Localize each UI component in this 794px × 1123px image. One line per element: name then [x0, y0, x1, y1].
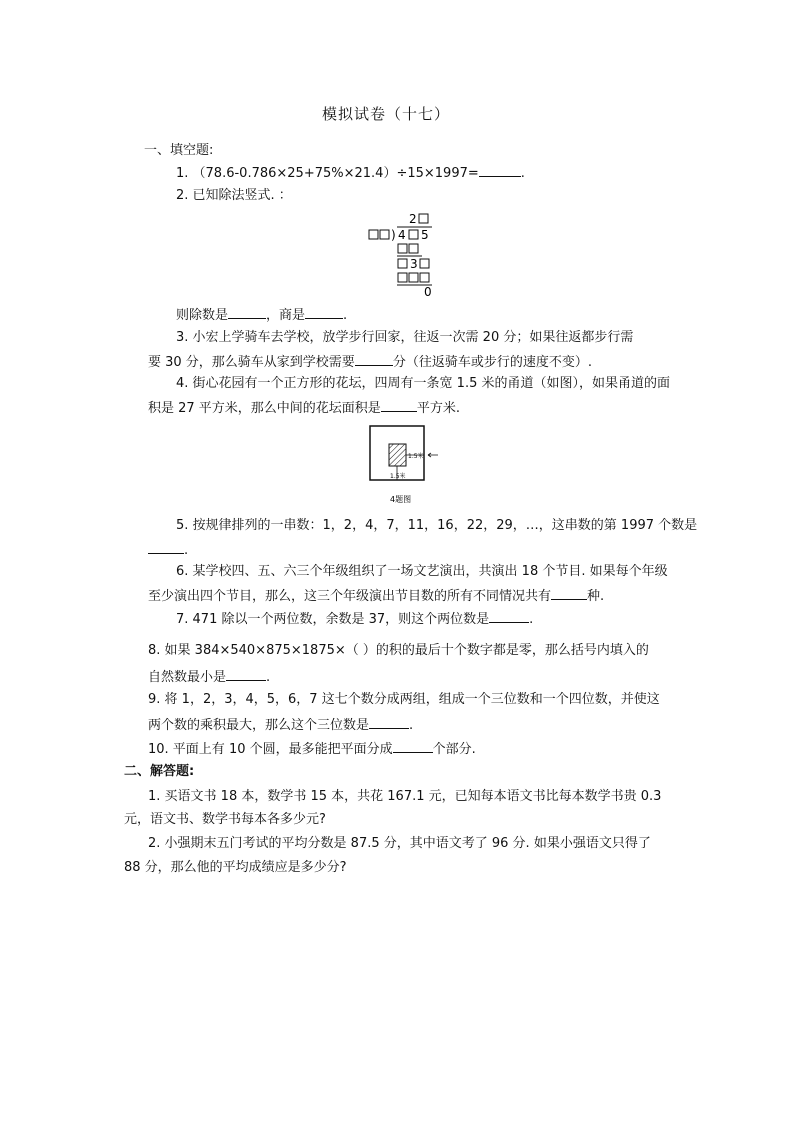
question-8-line1: 8. 如果 384×540×875×1875×（ ）的积的最后十个数字都是零，那么括号内填入的	[148, 643, 649, 658]
answer-blank	[551, 587, 587, 600]
box	[420, 273, 429, 282]
dividend-digit: 4	[398, 228, 406, 242]
dividend-digit: 5	[421, 228, 429, 242]
question-8-end: .	[266, 670, 271, 685]
question-10	[148, 740, 476, 758]
remainder: 0	[424, 285, 432, 297]
question-2-answer-b: ，商是	[266, 308, 306, 323]
question-2: 2. 已知除法竖式. ：	[176, 188, 292, 203]
question-1-end: .	[520, 166, 525, 181]
question-2-answer-a: 则除数是	[176, 308, 229, 323]
question-3-line2b: 分（往返骑车或步行的速度不变）.	[392, 355, 592, 370]
answer-blank	[393, 740, 433, 753]
question-5-end: .	[184, 543, 189, 558]
label-right: 1.5米	[408, 453, 424, 460]
question-6-line2b: 种.	[587, 589, 605, 604]
answer-blank	[369, 716, 409, 729]
answer-blank	[305, 306, 343, 319]
question-1	[176, 164, 525, 182]
question-2-answer	[176, 306, 347, 324]
question-9-line1: 9. 将 1，2，3，4，5，6，7 这七个数分成两组，组成一个三位数和一个四位数，并使这	[148, 692, 660, 707]
question-7-end: .	[529, 612, 534, 627]
row3-digit: 3	[410, 257, 418, 271]
question-10-end: 个部分.	[432, 742, 476, 757]
question-8-line2a: 自然数最小是	[148, 670, 227, 685]
question-4-line2b: 平方米.	[416, 401, 460, 416]
page-title: 模拟试卷（十七）	[322, 105, 451, 123]
box	[369, 230, 378, 239]
question-6-line1: 6. 某学校四、五、六三个年级组织了一场文艺演出，共演出 18 个节目. 如果每个年级	[176, 564, 668, 579]
flowerbed	[389, 444, 406, 466]
quotient-digit: 2	[409, 212, 417, 226]
garden-figure	[368, 424, 448, 506]
question-9-end: .	[409, 718, 414, 733]
question-5-line2	[148, 541, 188, 559]
question-9-line2a: 两个数的乘积最大，那么这个三位数是	[148, 718, 370, 733]
answer-blank	[489, 610, 529, 623]
box	[398, 259, 407, 268]
box	[409, 230, 418, 239]
question-3-line2	[148, 353, 592, 371]
arrow-icon	[428, 453, 438, 457]
problem-1-line2: 元，语文书、数学书每本各多少元?	[124, 812, 326, 827]
section1-heading: 一、填空题:	[144, 143, 214, 158]
answer-blank	[355, 353, 393, 366]
question-1-text: 1. （78.6-0.786×25+75%×21.4）÷15×1997=	[176, 166, 479, 181]
question-3-line2a: 要 30 分，那么骑车从家到学校需要	[148, 355, 355, 370]
answer-blank	[228, 306, 266, 319]
label-bottom: 1.5米	[390, 473, 406, 480]
box	[380, 230, 389, 239]
problem-2-line1: 2. 小强期末五门考试的平均分数是 87.5 分，其中语文考了 96 分. 如果小强语文只得了	[148, 836, 651, 851]
question-10-text: 10. 平面上有 10 个圆，最多能把平面分成	[148, 742, 393, 757]
question-4-line2	[148, 399, 460, 417]
question-4-line1: 4. 街心花园有一个正方形的花坛，四周有一条宽 1.5 米的甬道（如图），如果甬道的面	[176, 376, 670, 391]
question-2-answer-end: .	[343, 308, 348, 323]
box	[420, 259, 429, 268]
question-5-line1: 5. 按规律排列的一串数：1，2，4，7，11，16，22，29，…，这串数的第 1997 个数是	[176, 518, 698, 533]
box	[409, 273, 418, 282]
question-4-line2a: 积是 27 平方米，那么中间的花坛面积是	[148, 401, 381, 416]
box	[398, 244, 407, 253]
answer-blank	[148, 541, 184, 554]
question-7	[176, 610, 533, 628]
box	[398, 273, 407, 282]
question-6-line2	[148, 587, 604, 605]
answer-blank	[479, 164, 521, 177]
box	[409, 244, 418, 253]
long-division-figure	[364, 211, 444, 297]
division-bracket: )	[391, 228, 396, 242]
problem-2-line2: 88 分，那么他的平均成绩应是多少分?	[124, 860, 347, 875]
question-8-line2	[148, 668, 270, 686]
box	[419, 214, 428, 223]
problem-1-line1: 1. 买语文书 18 本，数学书 15 本，共花 167.1 元，已知每本语文书比每本数学书贵 0.3	[148, 789, 662, 804]
question-6-line2a: 至少演出四个节目，那么，这三个年级演出节目数的所有不同情况共有	[148, 589, 552, 604]
figure-caption: 4题图	[390, 495, 412, 504]
section2-heading: 二、解答题:	[124, 764, 195, 779]
question-7-text: 7. 471 除以一个两位数，余数是 37，则这个两位数是	[176, 612, 490, 627]
question-9-line2	[148, 716, 413, 734]
answer-blank	[381, 399, 417, 412]
question-3-line1: 3. 小宏上学骑车去学校，放学步行回家，往返一次需 20 分；如果往返都步行需	[176, 330, 634, 345]
answer-blank	[226, 668, 266, 681]
